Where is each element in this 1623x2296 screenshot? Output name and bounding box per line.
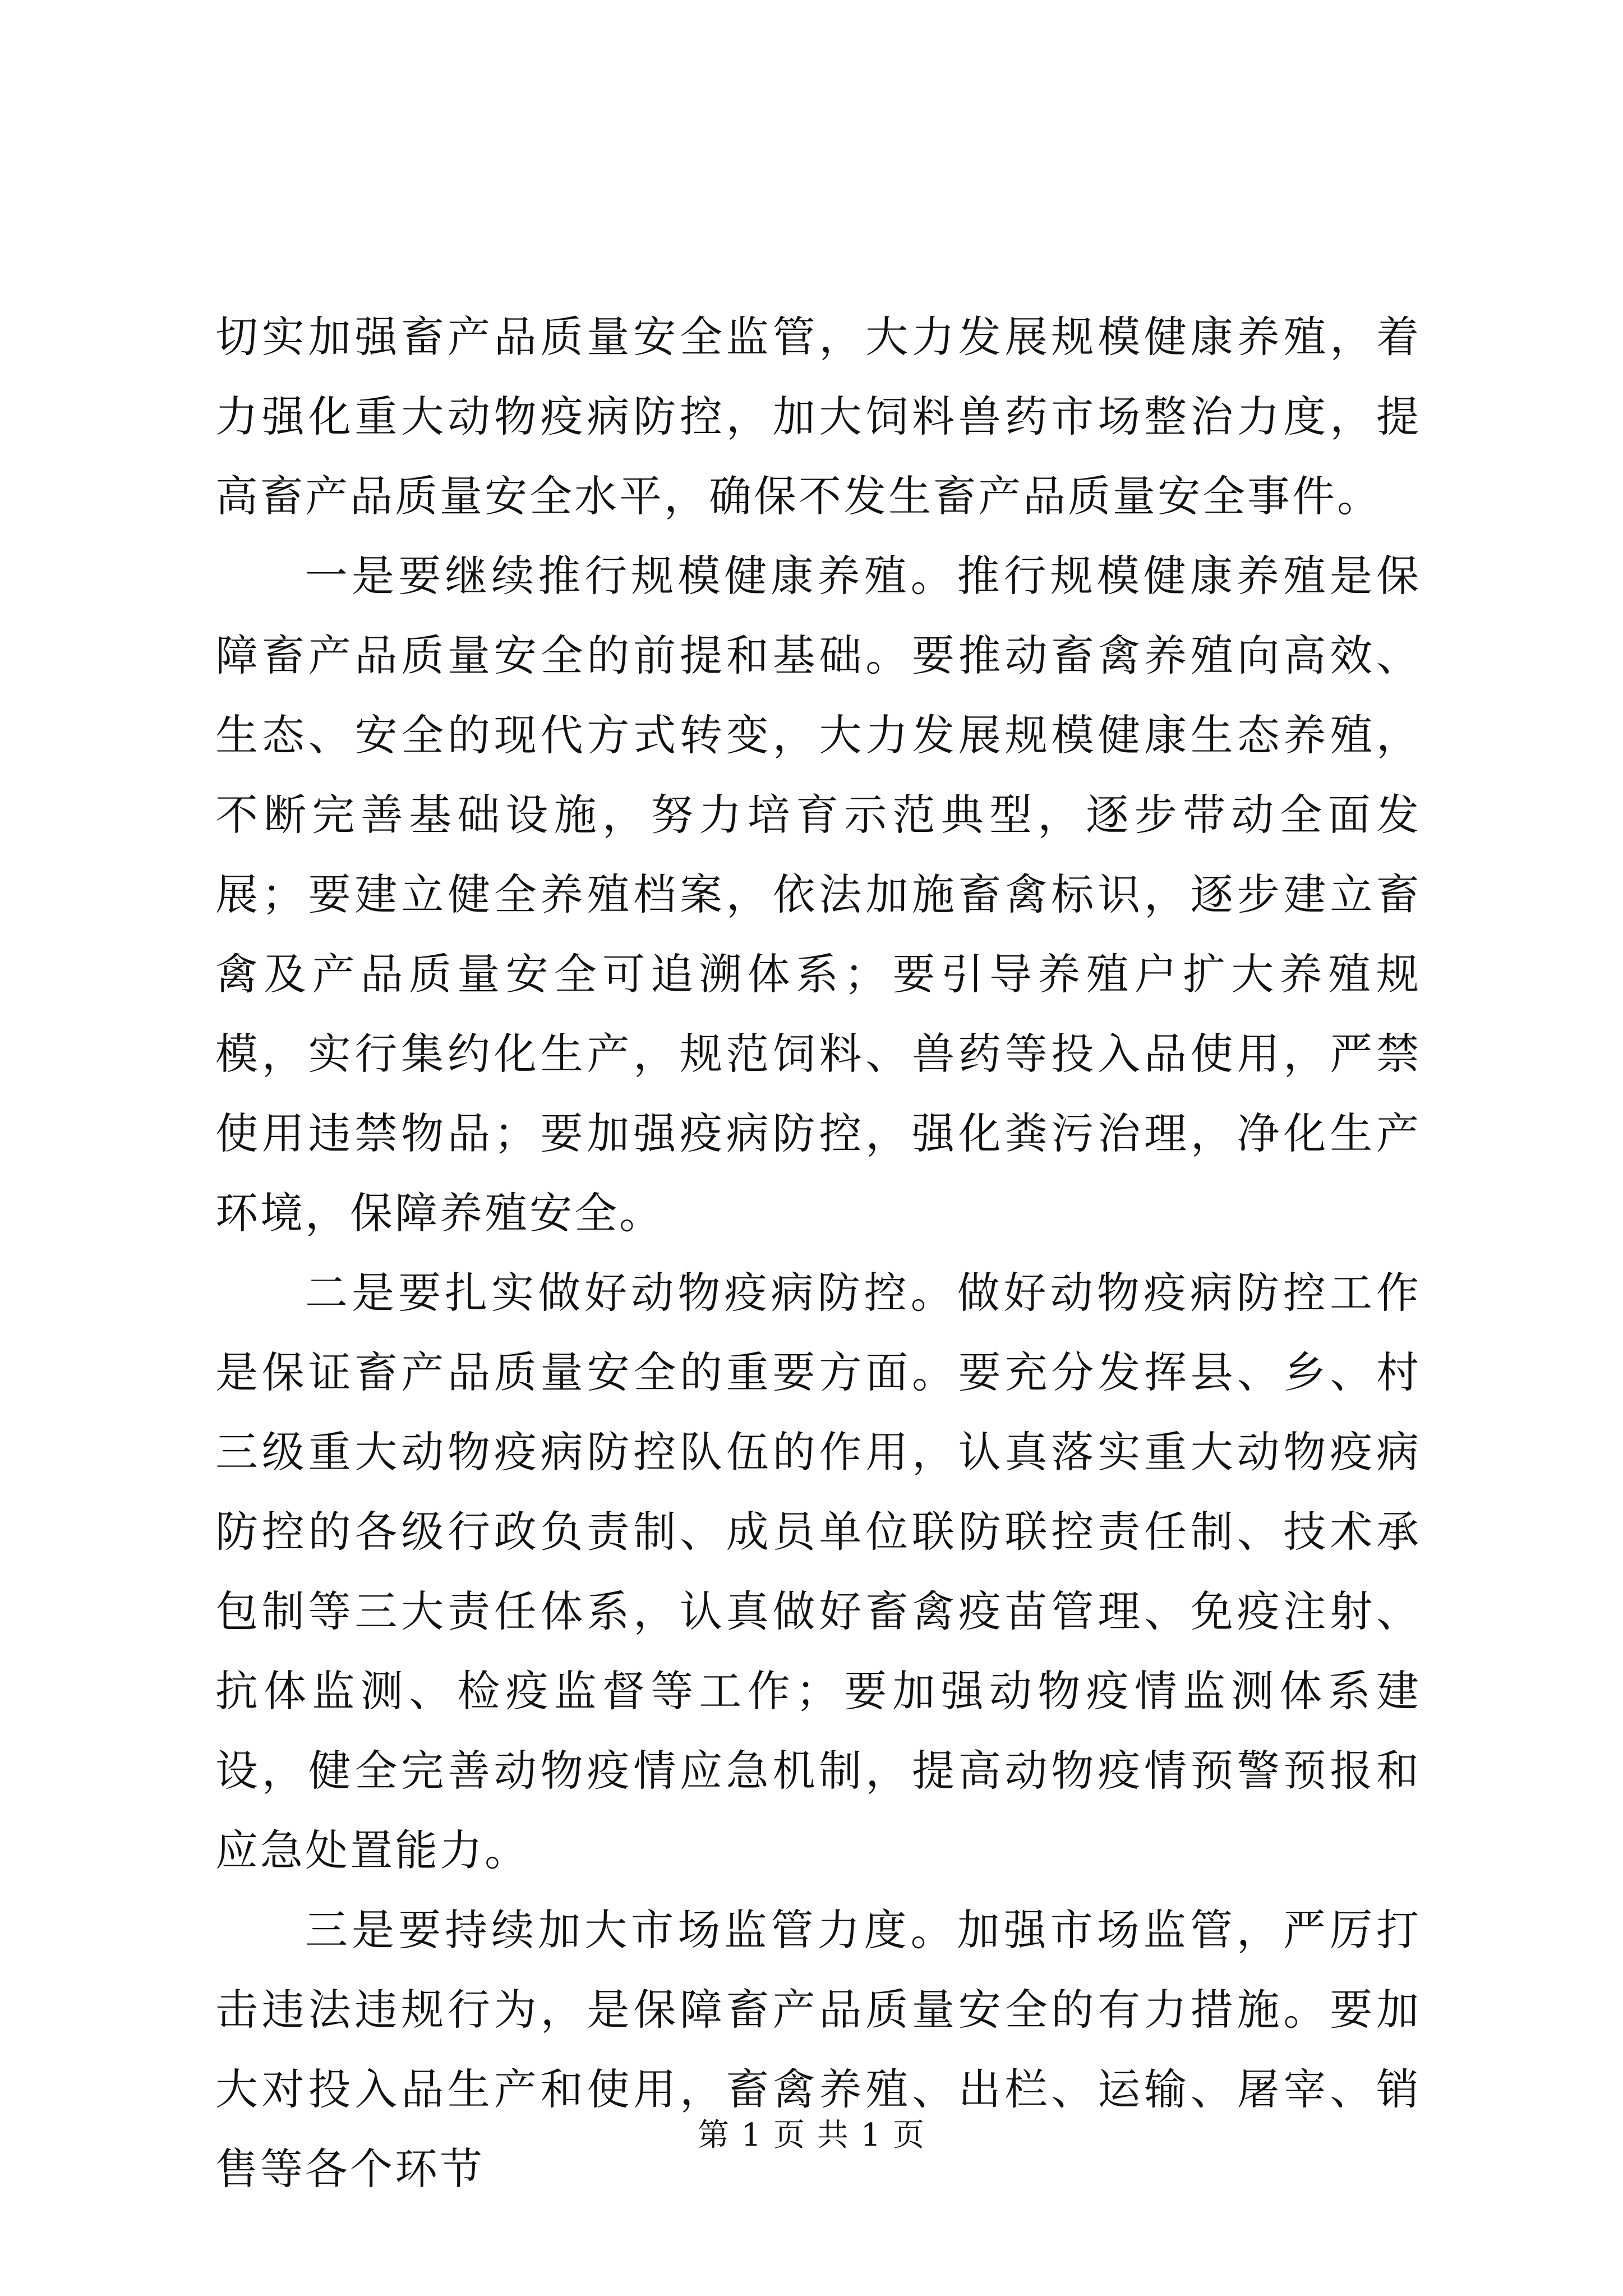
- paragraph-point-two: 二是要扎实做好动物疫病防控。做好动物疫病防控工作是保证畜产品质量安全的重要方面。要充分发挥县、乡、村三级重大动物疫病防控队伍的作用，认真落实重大动物疫病防控的各级行政负责制、成员单位联防联控责任制、技术承包制等三大责任体系，认真做好畜禽疫苗管理、免疫注射、抗体监测、检疫监督等工作；要加强动物疫情监测体系建设，健全完善动物疫情应急机制，提高动物疫情预警预报和应急处置能力。: [215, 1268, 1421, 1875]
- paragraph-point-one: 一是要继续推行规模健康养殖。推行规模健康养殖是保障畜产品质量安全的前提和基础。要推动畜禽养殖向高效、生态、安全的现代方式转变，大力发展规模健康生态养殖，不断完善基础设施，努力培育示范典型，逐步带动全面发展；要建立健全养殖档案，依法加施畜禽标识，逐步建立畜禽及产品质量安全可追溯体系；要引导养殖户扩大养殖规模，实行集约化生产，规范饲料、兽药等投入品使用，严禁使用违禁物品；要加强疫病防控，强化粪污治理，净化生产环境，保障养殖安全。: [215, 551, 1421, 1238]
- paragraph-point-three: 三是要持续加大市场监管力度。加强市场监管，严厉打击违法违规行为，是保障畜产品质量安全的有力措施。要加大对投入品生产和使用，畜禽养殖、出栏、运输、屠宰、销售等各个环节: [215, 1905, 1421, 2194]
- document-body: [215, 297, 1421, 2209]
- page-number-footer: 第 1 页 共 1 页: [697, 2117, 926, 2154]
- paragraph-intro: 切实加强畜产品质量安全监管，大力发展规模健康养殖，着力强化重大动物疫病防控，加大饲料兽药市场整治力度，提高畜产品质量安全水平，确保不发生畜产品质量安全事件。: [215, 312, 1421, 521]
